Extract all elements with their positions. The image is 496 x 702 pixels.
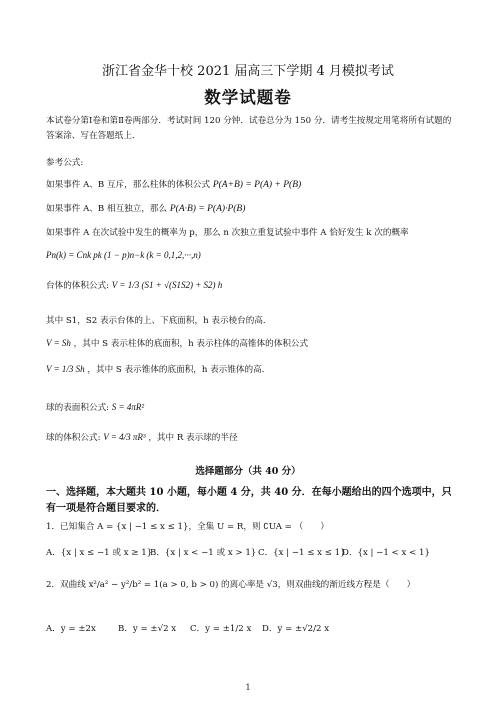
formula-prefix: 台体的体积公式: [46,281,110,291]
part-instructions: 一、选择题，本大题共 10 小题，每小题 4 分，共 40 分．在每小题给出的四个选项中，只有一项是符合题目要求的． [46,487,452,514]
exam-title: 浙江省金华十校 2021 届高三下学期 4 月模拟考试 [102,64,394,79]
formula-independent [46,204,245,215]
question-2-option-b: B．y = ±√2 x [118,624,177,634]
formula-sphere-volume [46,432,238,444]
formula-text: ，其中 S 表示锥体的底面积，h 表示锥体的高． [87,365,271,375]
formula-binomial-math: Pn(k) = Cnk pk (1 − p)n−k (k = 0,1,2,···,n) [46,250,201,260]
formula-math: P(A+B) = P(A) + P(B) [212,180,302,190]
question-1-option-d: D．{x | −1 < x < 1} [342,548,430,558]
formula-math: P(A·B) = P(A)·P(B) [169,204,246,214]
formula-mutually-exclusive [46,180,301,191]
formula-text: ，其中 R 表示球的半径 [148,433,238,443]
formula-text: 球的表面积公式: [46,403,110,413]
formula-text: 如果事件 A、B 互斥，那么柱体的体积公式 [46,180,211,190]
question-1-stem: 1．已知集合 A = {x | −1 ≤ x ≤ 1}，全集 U = R，则 ∁UA = （ ） [46,522,329,532]
section-heading: 选择题部分（共 40 分） [195,466,301,477]
question-1-option-b: B．{x | x < −1 或 x > 1} [150,548,257,558]
exam-subtitle: 数学试题卷 [204,88,292,107]
formula-text: 如果事件 A、B 相互独立，那么 [46,204,168,214]
question-2-stem: 2．双曲线 x²/a² − y²/b² = 1(a > 0, b > 0) 的离心率是 √3，则双曲线的渐近线方程是（ ） [46,580,416,590]
formula-math: V = Sh [46,338,71,348]
question-2-option-a: A．y = ±2x [46,624,96,634]
question-2-option-d: D．y = ±√2/2 x [262,624,330,634]
formula-prefix: 球的体积公式: [46,433,101,443]
formula-sphere-area [46,402,144,414]
question-1-option-a: A．{x | x ≤ −1 或 x ≥ 1} [46,548,153,558]
formula-text: ，其中 S 表示柱体的底面积，h 表示柱体的高锥体的体积公式 [73,339,309,349]
question-2-option-c: C．y = ±1/2 x [190,624,252,634]
page-number: 1 [245,683,251,692]
question-1-option-c: C．{x | −1 ≤ x ≤ 1} [258,548,346,558]
formula-prism [46,338,308,350]
formula-binomial-text: 如果事件 A 在次试验中发生的概率为 p，那么 n 次独立重复试验中事件 A 恰好发生 k 次的概率 [46,228,409,238]
formula-math: V = 1/3 (S1 + √(S1S2) + S2) h [111,280,223,290]
formula-frustum [46,280,222,292]
formula-math: V = 4/3 πR³ [103,432,146,442]
formula-frustum-note: 其中 S1，S2 表示台体的上、下底面积，h 表示棱台的高． [46,316,272,326]
formula-math: V = 1/3 Sh [46,364,85,374]
intro-paragraph: 本试卷分第Ⅰ卷和第Ⅱ卷两部分．考试时间 120 分钟．试卷总分为 150 分．请考生按规定用笔将所有试题的答案涂、写在答题纸上． [46,116,452,141]
formula-math: S = 4πR² [111,402,145,412]
reference-label: 参考公式: [46,158,84,168]
formula-cone [46,364,270,376]
